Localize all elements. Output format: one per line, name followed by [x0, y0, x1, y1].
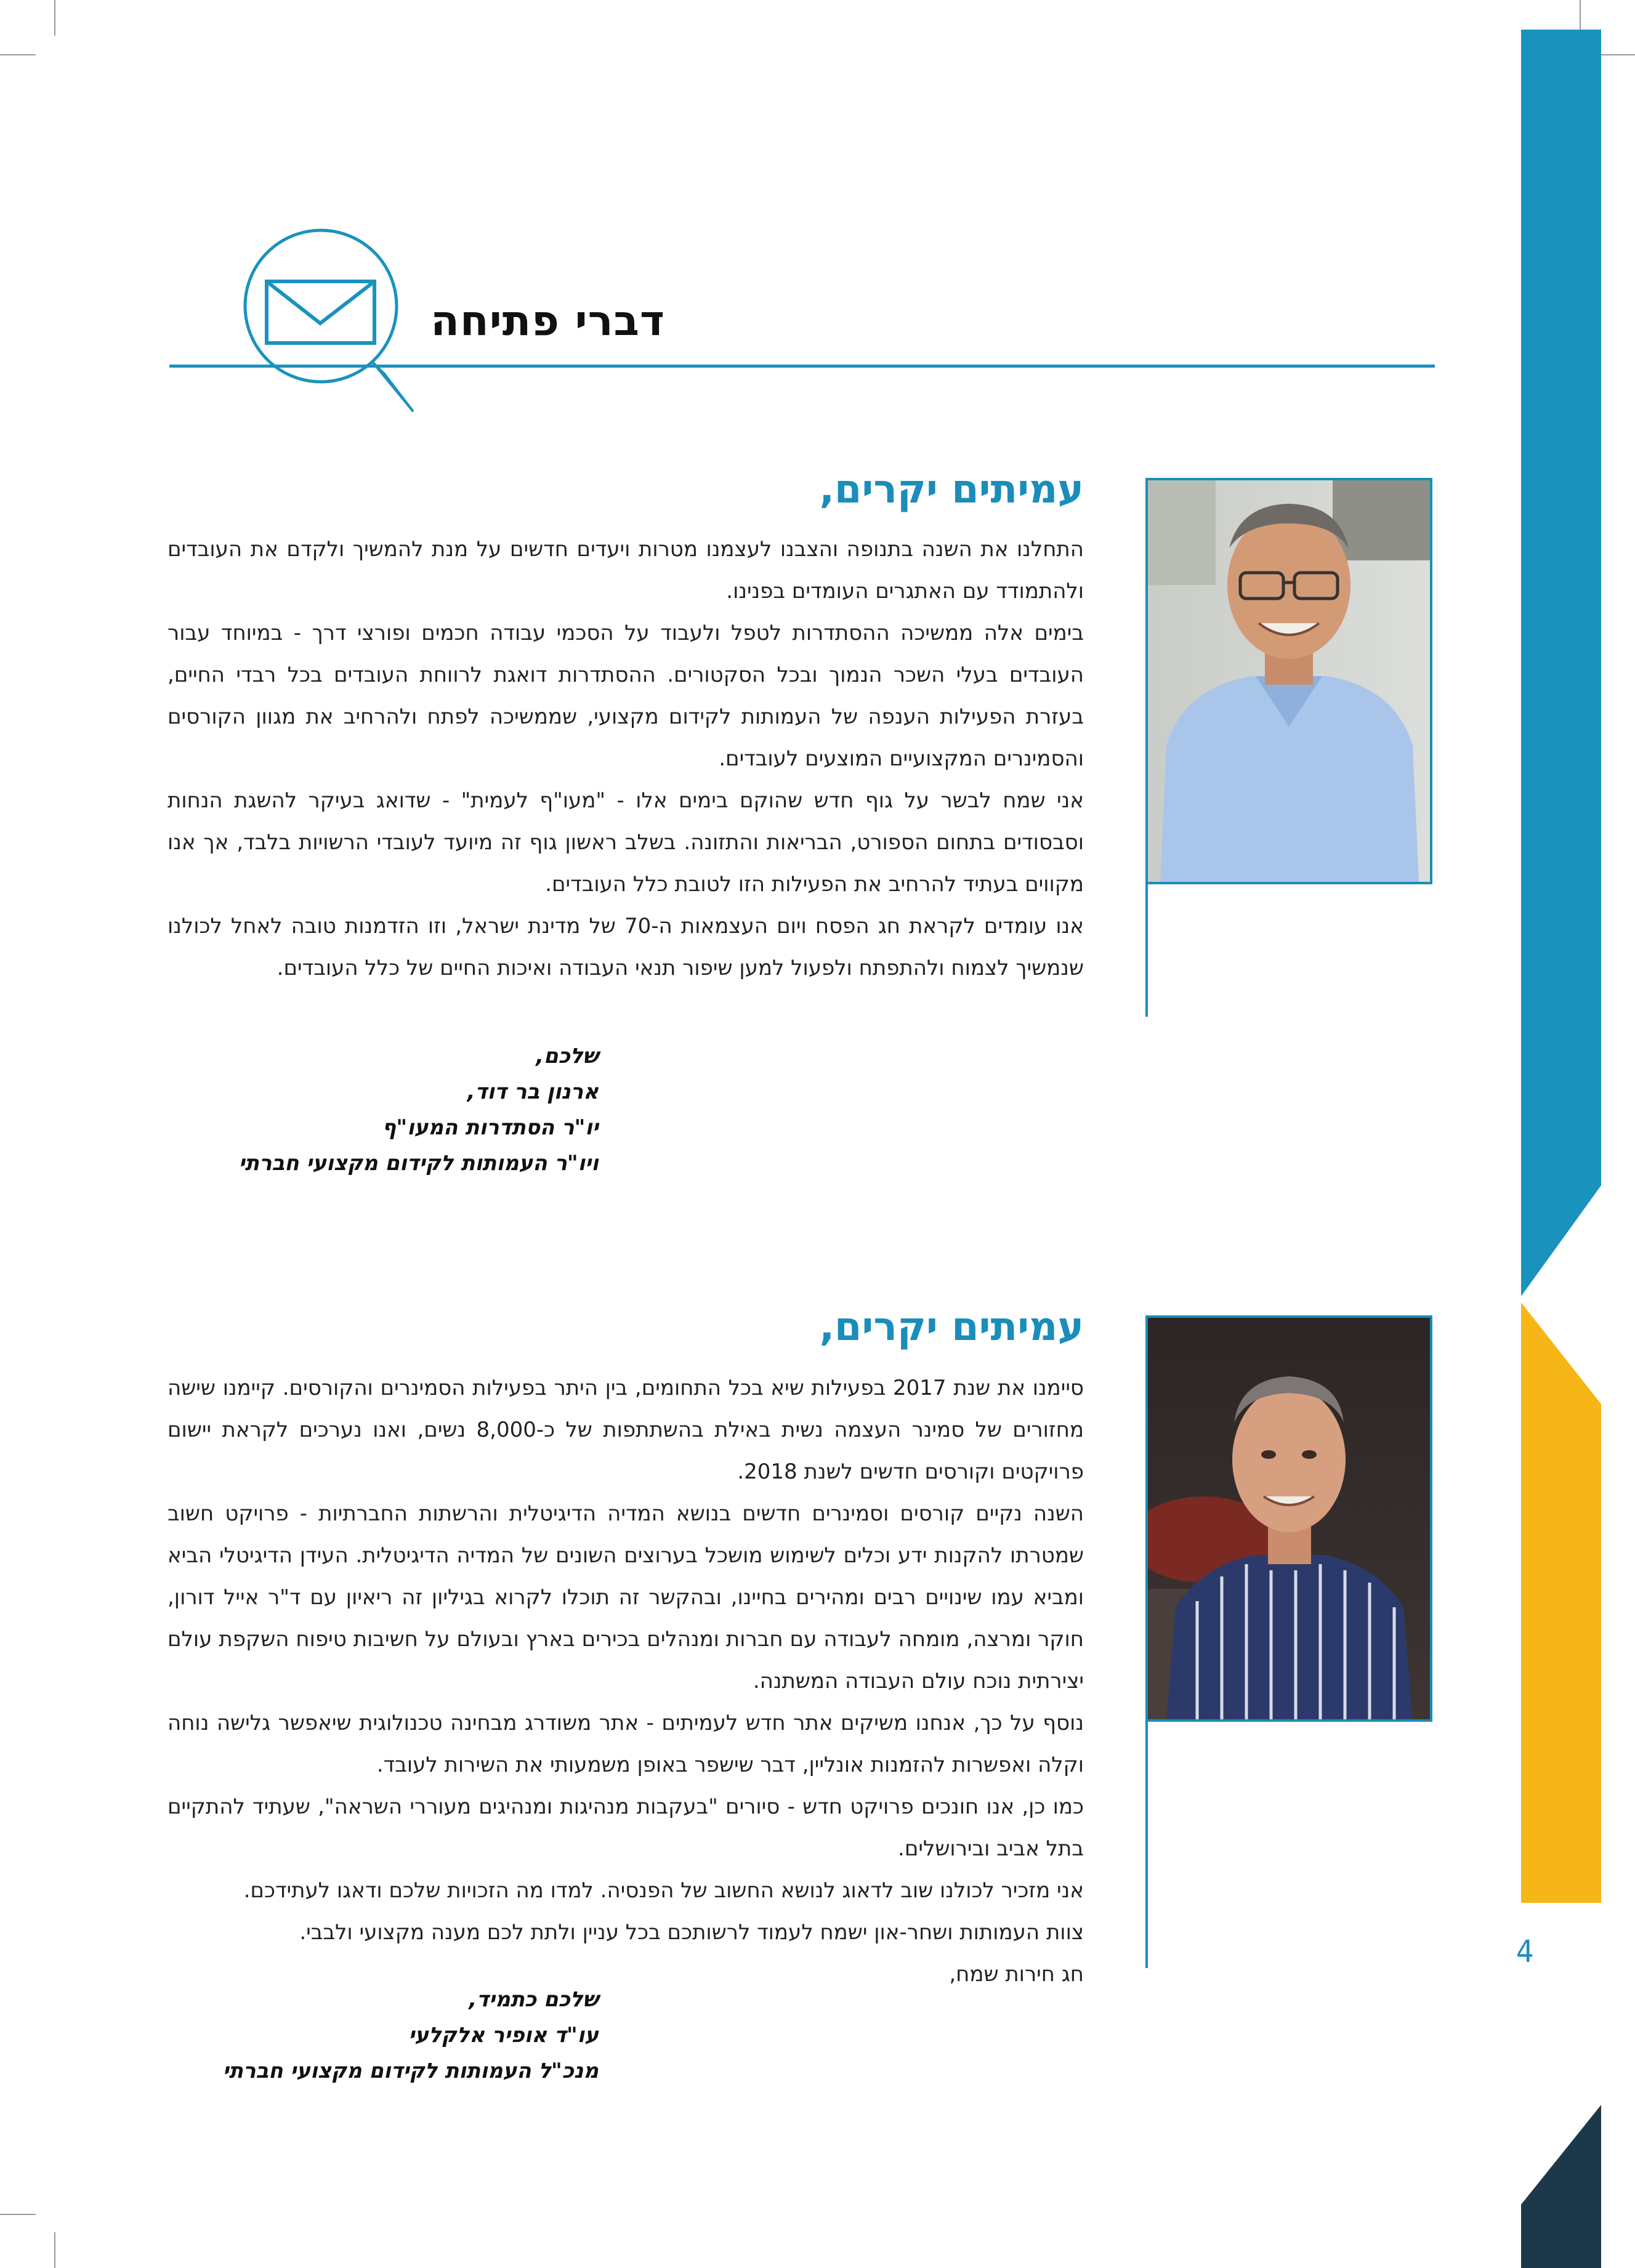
crop-mark [0, 54, 36, 55]
signature-line: ויו"ר העמותות לקידום מקצועי חברתי [238, 1151, 599, 1176]
crop-mark [0, 2214, 36, 2215]
yellow-band [1521, 1302, 1601, 1903]
letter2-paragraph: כמו כן, אנו חונכים פרויקט חדש - סיורים "בעקבות מנהיגות ומנהיגים מעוררי השראה", שעתיד להתקיים בתל אביב ובירושלים. [168, 1794, 1084, 1861]
portrait-image [1148, 480, 1430, 882]
blue-band [1521, 30, 1601, 1296]
letter1-body [168, 528, 1084, 989]
letter2-paragraph: סיימנו את שנת 2017 בפעילות שיא בכל התחומים, בין היתר בפעילות הסמינרים והקורסים. קיימנו שישה מחזורים של סמינר העצמה נשית באילת בהשתתפות של כ-8,000 נשים, ואנו נערכים לקראת יישום פרויקטים וקורסים חדשים לשנת 2018. [168, 1376, 1084, 1484]
signature-line: עו"ד אופיר אלקלעי [408, 2023, 599, 2048]
crop-mark [54, 2232, 55, 2268]
letter1-signature [168, 1038, 599, 1181]
letter2-signature [168, 1982, 599, 2089]
signature-line: שלכם כתמיד, [469, 1987, 599, 2012]
letter1-paragraph: אנו עומדים לקראת חג הפסח ויום העצמאות ה-70 של מדינת ישראל, וזו הזדמנות טובה לאחל לכולנו שנמשיך לצמוח ולהתפתח ולפעול למען שיפור תנאי העבודה ואיכות החיים של כלל העובדים. [168, 914, 1084, 980]
letter2-side-rule [1145, 1722, 1148, 1968]
letter2-paragraph: חג חירות שמח, [949, 1962, 1084, 1987]
letter2-greeting: עמיתים יקרים, [819, 1304, 1084, 1350]
letter1-paragraph: בימים אלה ממשיכה ההסתדרות לטפל ולעבוד על הסכמי עבודה חכמים ופורצי דרך - במיוחד עבור העובדים בעלי השכר הנמוך ובכל הסקטורים. ההסתדרות דואגת לרווחת העובדים בכל רבדי החיים, בעזרת הפעילות הענפה של העמותות לקידום מקצועי, שממשיכה לפתח ולהרחיב את מגוון הקורסים והסמינרים המקצועיים המוצעים לעובדים. [168, 621, 1084, 771]
signature-line: שלכם, [536, 1044, 599, 1068]
letter1-paragraph: התחלנו את השנה בתנופה והצבנו לעצמנו מטרות ויעדים חדשים על מנת להמשיך ולקדם את העובדים ולהתמודד עם האתגרים העומדים בפנינו. [168, 537, 1084, 603]
letter2-paragraph: השנה נקיים קורסים וסמינרים חדשים בנושא המדיה הדיגיטלית והרשתות החברתיות - פרויקט חשוב שמטרתו להקנות ידע וכלים לשימוש מושכל בערוצים השונים של המדיה הדיגיטלית. העידן הדיגיטלי הביא ומביא עמו שינויים רבים ומהירים בחיינו, ובהקשר זה תוכלו לקרוא בגיליון זה ריאיון עם ד"ר אייל דורון, חוקר ומרצה, מומחה לעבודה עם חברות ומנהלים בכירים בארץ ובעולם על חשיבות טיפוח השקפת עולם יצירתית נוכח עולם העבודה המשתנה. [168, 1501, 1084, 1693]
letter2-paragraph: אני מזכיר לכולנו שוב לדאוג לנושא החשוב של הפנסיה. למדו מה הזכויות שלכם ודאגו לעתידכם. [243, 1878, 1084, 1903]
letter2-paragraph: נוסף על כך, אנחנו משיקים אתר חדש לעמיתים - אתר משודרג מבחינה טכנולוגית שיאפשר גלישה נוחה וקלה ואפשרות להזמנות אונליין, דבר שישפר באופן משמעותי את השירות לעובד. [168, 1711, 1084, 1777]
letter2-body [168, 1367, 1084, 1995]
page-title: דברי פתיחה [430, 297, 665, 345]
signature-line: ארנון בר דוד, [467, 1080, 599, 1104]
letter1-greeting: עמיתים יקרים, [819, 467, 1084, 512]
letter2-paragraph: צוות העמותות ושחר-און ישמח לעמוד לרשותכם בכל עניין ולתת לכם מענה מקצועי ולבבי. [299, 1920, 1084, 1945]
portrait-image [1148, 1318, 1430, 1719]
page-number: 4 [1516, 1934, 1534, 1969]
navy-band [1521, 2105, 1601, 2268]
header-divider [169, 365, 1435, 368]
letter1-paragraph: אני שמח לבשר על גוף חדש שהוקם בימים אלו - "מעו"ף לעמית" - שדואג בעיקר להשגת הנחות וסבסודים בתחום הספורט, הבריאות והתזונה. בשלב ראשון גוף זה מיועד לעובדי הרשויות בלבד, אך אנו מקווים בעתיד להרחיב את הפעילות הזו לטובת כלל העובדים. [168, 788, 1084, 897]
crop-mark [54, 0, 55, 36]
letter1-side-rule [1145, 884, 1148, 1017]
envelope-speech-bubble-icon [220, 220, 416, 416]
decorative-side-bands [1515, 0, 1635, 2268]
signature-line: יו"ר הסתדרות המעו"ף [382, 1115, 599, 1140]
portrait-photo [1145, 1315, 1432, 1722]
portrait-photo [1145, 478, 1432, 884]
signature-line: מנכ"ל העמותות לקידום מקצועי חברתי [222, 2059, 599, 2083]
